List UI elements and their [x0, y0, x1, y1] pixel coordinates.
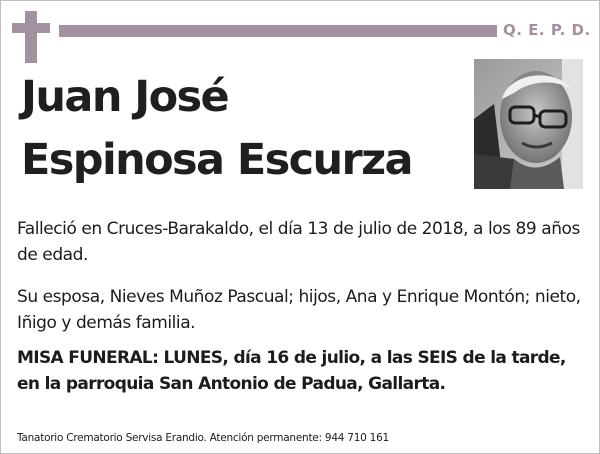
- deceased-surnames: Espinosa Escurza: [21, 135, 412, 185]
- header-band: [59, 25, 497, 37]
- portrait-photo: [474, 59, 583, 189]
- funeral-home-contact: Tanatorio Crematorio Servisa Erandio. Atención permanente: 944 710 161: [17, 432, 389, 444]
- deceased-first-name: Juan José: [21, 72, 229, 122]
- death-announcement: Falleció en Cruces-Barakaldo, el día 13 de julio de 2018, a los 89 años de edad.: [17, 219, 580, 265]
- family-members: Su esposa, Nieves Muñoz Pascual; hijos, Ana y Enrique Montón; nieto, Iñigo y demás familia.: [17, 287, 581, 333]
- qepd-label: Q. E. P. D.: [503, 21, 591, 39]
- funeral-mass-info: MISA FUNERAL: LUNES, día 16 de julio, a las SEIS de la tarde, en la parroquia San Antonio de Padua, Gallarta.: [17, 348, 566, 394]
